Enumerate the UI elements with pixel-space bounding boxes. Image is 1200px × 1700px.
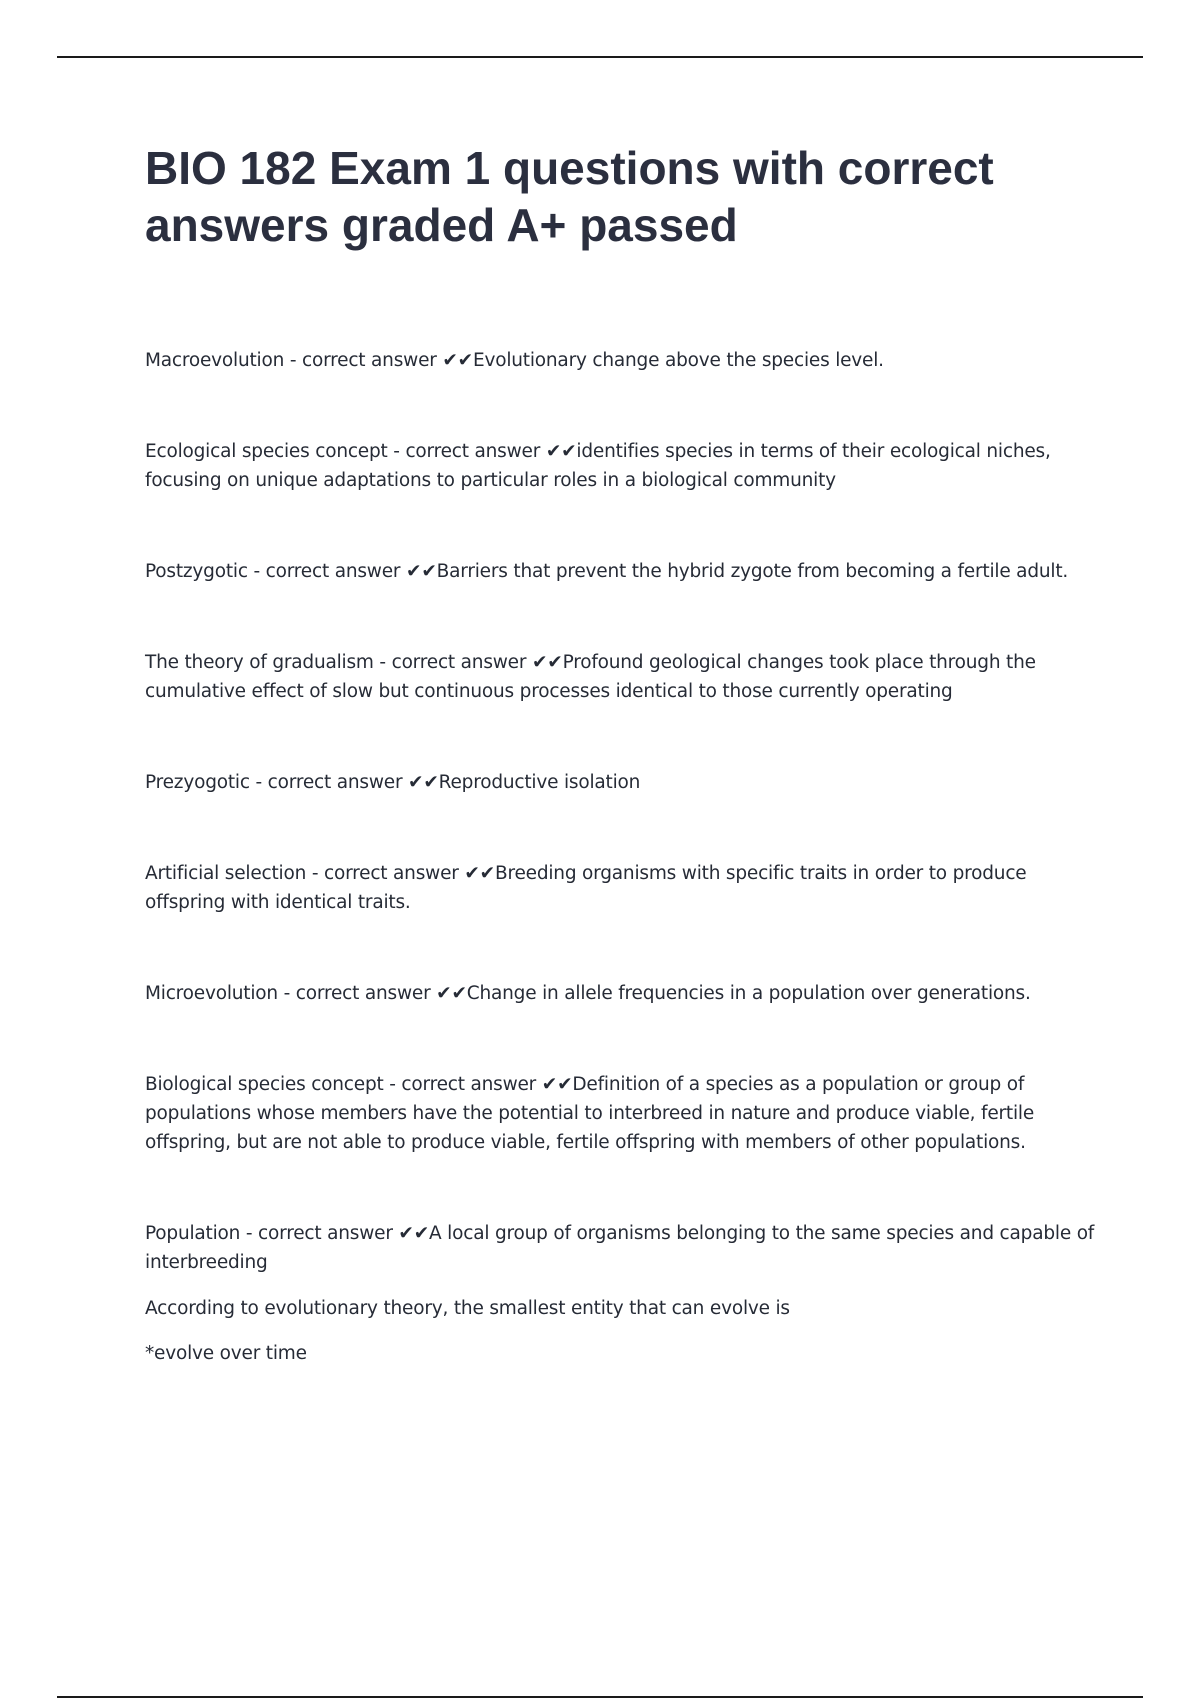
qa-item: Postzygotic - correct answer ✔✔Barriers that prevent the hybrid zygote from becoming a fertile adult. — [145, 561, 1069, 582]
qa-term: Biological species concept — [145, 1074, 384, 1095]
qa-answer: Reproductive isolation — [438, 772, 641, 793]
bottom-rule — [57, 1696, 1143, 1698]
qa-list — [145, 346, 1105, 1277]
qa-item: Macroevolution - correct answer ✔✔Evolutionary change above the species level. — [145, 350, 884, 371]
qa-term: The theory of gradualism — [145, 652, 374, 673]
qa-answer: Profound geological changes took place through the cumulative effect of slow but continuous processes identical to those currently operating — [145, 652, 1036, 702]
qa-answer: Definition of a species as a population or group of populations whose members have the potential to interbreed in nature and produce viable, fertile offspring, but are not able to produce viable, fertile offspring with members of other populations. — [145, 1074, 1035, 1153]
qa-marker: correct answer — [391, 652, 527, 673]
double-check-icon: ✔✔ — [464, 863, 495, 884]
double-check-icon: ✔✔ — [442, 350, 473, 371]
qa-term: Ecological species concept — [145, 441, 388, 462]
double-check-icon: ✔✔ — [531, 652, 563, 673]
qa-marker: correct answer — [258, 1223, 393, 1244]
qa-marker: correct answer — [267, 772, 403, 793]
page-title: BIO 182 Exam 1 questions with correct answers graded A+ passed — [145, 142, 994, 251]
top-rule — [57, 56, 1143, 58]
qa-item: Prezyogotic - correct answer ✔✔Reproductive isolation — [145, 772, 641, 793]
qa-answer: Barriers that prevent the hybrid zygote from becoming a fertile adult. — [436, 561, 1069, 582]
double-check-icon: ✔✔ — [406, 561, 437, 582]
qa-item: Artificial selection - correct answer ✔✔Breeding organisms with specific traits in order to produce offspring with identical traits. — [145, 863, 1027, 913]
qa-item: The theory of gradualism - correct answer ✔✔Profound geological changes took place through the cumulative effect of slow but continuous processes identical to those currently operating — [145, 652, 1036, 702]
qa-answer: Evolutionary change above the species level. — [472, 350, 884, 371]
qa-marker: correct answer — [405, 441, 541, 462]
qa-term: Prezyogotic — [145, 772, 250, 793]
qa-answer: Change in allele frequencies in a population over generations. — [466, 983, 1031, 1004]
qa-answer: A local group of organisms belonging to the same species and capable of interbreeding — [145, 1223, 1095, 1273]
qa-term: Artificial selection — [145, 863, 307, 884]
qa-answer: Breeding organisms with specific traits in order to produce offspring with identical traits. — [145, 863, 1027, 913]
qa-marker: correct answer — [295, 983, 431, 1004]
qa-term: Microevolution — [145, 983, 278, 1004]
qa-marker: correct answer — [323, 863, 459, 884]
qa-marker: correct answer — [301, 350, 437, 371]
double-check-icon: ✔✔ — [545, 441, 577, 462]
double-check-icon: ✔✔ — [541, 1074, 573, 1095]
qa-item: Population - correct answer ✔✔A local group of organisms belonging to the same species and capable of interbreeding — [145, 1223, 1095, 1273]
qa-answer: identifies species in terms of their ecological niches, focusing on unique adaptations to particular roles in a biological community — [145, 441, 1051, 491]
qa-item: Microevolution - correct answer ✔✔Change in allele frequencies in a population over generations. — [145, 983, 1031, 1004]
double-check-icon: ✔✔ — [398, 1223, 430, 1244]
qa-marker: correct answer — [401, 1074, 537, 1095]
qa-item: Ecological species concept - correct answer ✔✔identifies species in terms of their ecological niches, focusing on unique adaptations to particular roles in a biological community — [145, 441, 1051, 491]
qa-term: Population — [145, 1223, 241, 1244]
double-check-icon: ✔✔ — [408, 772, 439, 793]
trailing-answer: *evolve over time — [145, 1343, 307, 1364]
trailing-question: According to evolutionary theory, the smallest entity that can evolve is — [145, 1298, 790, 1319]
double-check-icon: ✔✔ — [436, 983, 467, 1004]
qa-term: Macroevolution — [145, 350, 285, 371]
qa-term: Postzygotic — [145, 561, 248, 582]
qa-marker: correct answer — [265, 561, 401, 582]
qa-item: Biological species concept - correct answer ✔✔Definition of a species as a population or group of populations whose members have the potential to interbreed in nature and produce viable, fertile offspring, but are not able to produce viable, fertile offspring with members of other populations. — [145, 1074, 1035, 1153]
